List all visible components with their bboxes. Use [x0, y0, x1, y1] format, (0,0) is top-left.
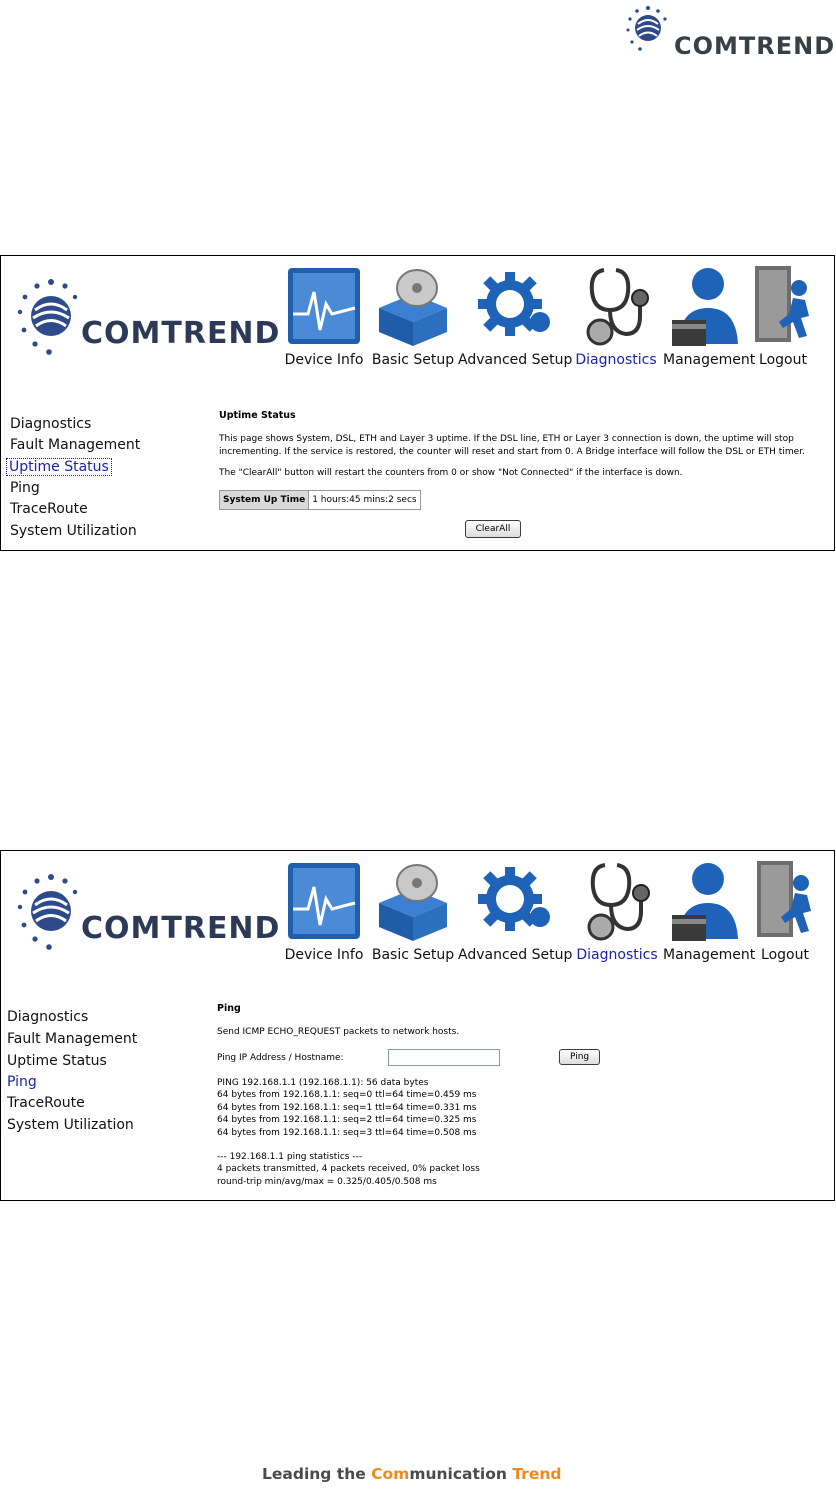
- sidebar-item-ping[interactable]: Ping: [7, 1074, 37, 1090]
- sidebar-item-fault-management[interactable]: Fault Management: [7, 1031, 138, 1047]
- footer-tagline: [262, 1465, 572, 1487]
- nav-management[interactable]: Management: [663, 262, 753, 382]
- content-area: [169, 993, 834, 1200]
- ping-output-line: [217, 1139, 826, 1151]
- ping-host-input[interactable]: [388, 1049, 500, 1066]
- nav-advanced-setup[interactable]: Advanced Setup: [458, 262, 570, 382]
- ping-host-label: Ping IP Address / Hostname:: [217, 1053, 344, 1063]
- uptime-status-screenshot: [0, 255, 835, 551]
- ping-output-line: 64 bytes from 192.168.1.1: seq=1 ttl=64 time=0.331 ms: [217, 1102, 477, 1113]
- nav-basic-setup[interactable]: Basic Setup: [371, 262, 455, 382]
- management-icon: [668, 859, 748, 943]
- sidebar-item-uptime-status[interactable]: Uptime Status: [6, 458, 112, 476]
- ping-output-line: 64 bytes from 192.168.1.1: seq=2 ttl=64 time=0.325 ms: [217, 1115, 477, 1126]
- brand-wordmark: COMTREND: [81, 911, 281, 946]
- sidebar-item-diagnostics[interactable]: Diagnostics: [7, 1009, 89, 1025]
- nav-logout[interactable]: Logout: [757, 262, 809, 382]
- nav-advanced-setup[interactable]: Advanced Setup: [458, 857, 570, 977]
- sidebar-item-traceroute[interactable]: TraceRoute: [7, 1095, 85, 1111]
- sidebar-item-ping[interactable]: Ping: [10, 480, 40, 496]
- advanced-setup-icon: [474, 264, 554, 348]
- system-up-time-value: 1 hours:45 mins:2 secs: [309, 491, 420, 510]
- brand-logo: [13, 264, 283, 374]
- ping-output-line: 4 packets transmitted, 4 packets received, 0% packet loss: [217, 1164, 480, 1175]
- sidebar-menu: [1, 404, 169, 552]
- nav-basic-setup[interactable]: Basic Setup: [371, 857, 455, 977]
- sidebar-menu: [1, 999, 169, 1147]
- content-area: [169, 398, 834, 550]
- sidebar-item-traceroute[interactable]: TraceRoute: [10, 501, 88, 517]
- nav-logout[interactable]: Logout: [759, 857, 811, 977]
- ping-button[interactable]: Ping: [559, 1049, 600, 1065]
- nav-management[interactable]: Management: [663, 857, 753, 977]
- ping-output-line: 64 bytes from 192.168.1.1: seq=0 ttl=64 time=0.459 ms: [217, 1090, 477, 1101]
- device-info-icon: [284, 859, 364, 943]
- system-up-time-label: System Up Time: [220, 491, 309, 510]
- page-title: Ping: [217, 1003, 241, 1014]
- header-bar: [1, 851, 834, 993]
- management-icon: [668, 264, 748, 348]
- clearall-button[interactable]: ClearAll: [465, 520, 522, 538]
- nav-device-info[interactable]: Device Info: [283, 262, 365, 382]
- footer-text: Leading the: [262, 1465, 372, 1483]
- sidebar-item-system-utilization[interactable]: System Utilization: [10, 523, 137, 539]
- comtrend-logo-icon: [13, 264, 83, 364]
- footer-highlight: Com: [371, 1465, 410, 1483]
- page-logo: [624, 2, 834, 64]
- diagnostics-icon: [577, 859, 657, 943]
- logout-icon: [745, 859, 825, 943]
- brand-wordmark: COMTREND: [81, 316, 281, 351]
- ping-output-line: round-trip min/avg/max = 0.325/0.405/0.508 ms: [217, 1176, 437, 1187]
- brand-logo: [13, 859, 283, 969]
- logout-icon: [743, 264, 823, 348]
- ping-output-line: 64 bytes from 192.168.1.1: seq=3 ttl=64 time=0.508 ms: [217, 1127, 477, 1138]
- sidebar-item-system-utilization[interactable]: System Utilization: [7, 1117, 134, 1133]
- basic-setup-icon: [373, 859, 453, 943]
- sidebar-item-uptime-status[interactable]: Uptime Status: [7, 1053, 107, 1069]
- nav-diagnostics[interactable]: Diagnostics: [575, 262, 657, 382]
- sidebar-item-diagnostics[interactable]: Diagnostics: [10, 416, 92, 432]
- table-row: [220, 491, 421, 510]
- device-info-icon: [284, 264, 364, 348]
- sidebar-item-fault-management[interactable]: Fault Management: [10, 437, 141, 453]
- nav-diagnostics[interactable]: Diagnostics: [575, 857, 659, 977]
- uptime-table: [219, 490, 421, 510]
- uptime-description: This page shows System, DSL, ETH and Layer 3 uptime. If the DSL line, ETH or Layer 3 connection is down, the uptime will stop incrementing. If the service is restored, the counter will reset and start from 0. A Bridge interface will follow the DSL or ETH timer.: [219, 434, 805, 457]
- basic-setup-icon: [373, 264, 453, 348]
- ping-output-line: PING 192.168.1.1 (192.168.1.1): 56 data bytes: [217, 1078, 429, 1088]
- page-title: Uptime Status: [219, 410, 296, 421]
- advanced-setup-icon: [474, 859, 554, 943]
- diagnostics-icon: [576, 264, 656, 348]
- comtrend-logo-icon: [624, 2, 674, 58]
- ping-output-line: --- 192.168.1.1 ping statistics ---: [217, 1152, 363, 1163]
- nav-device-info[interactable]: Device Info: [283, 857, 365, 977]
- ping-description: Send ICMP ECHO_REQUEST packets to network hosts.: [217, 1027, 460, 1037]
- ping-output: [217, 1077, 826, 1188]
- clearall-description: The "ClearAll" button will restart the counters from 0 or show "Not Connected" if the interface is down.: [219, 468, 683, 478]
- ping-screenshot: [0, 850, 835, 1201]
- comtrend-logo-icon: [13, 859, 83, 959]
- page-logo-text: COMTREND: [674, 32, 836, 60]
- footer-text: munication: [409, 1465, 513, 1483]
- header-bar: [1, 256, 834, 398]
- footer-highlight: Trend: [512, 1465, 562, 1483]
